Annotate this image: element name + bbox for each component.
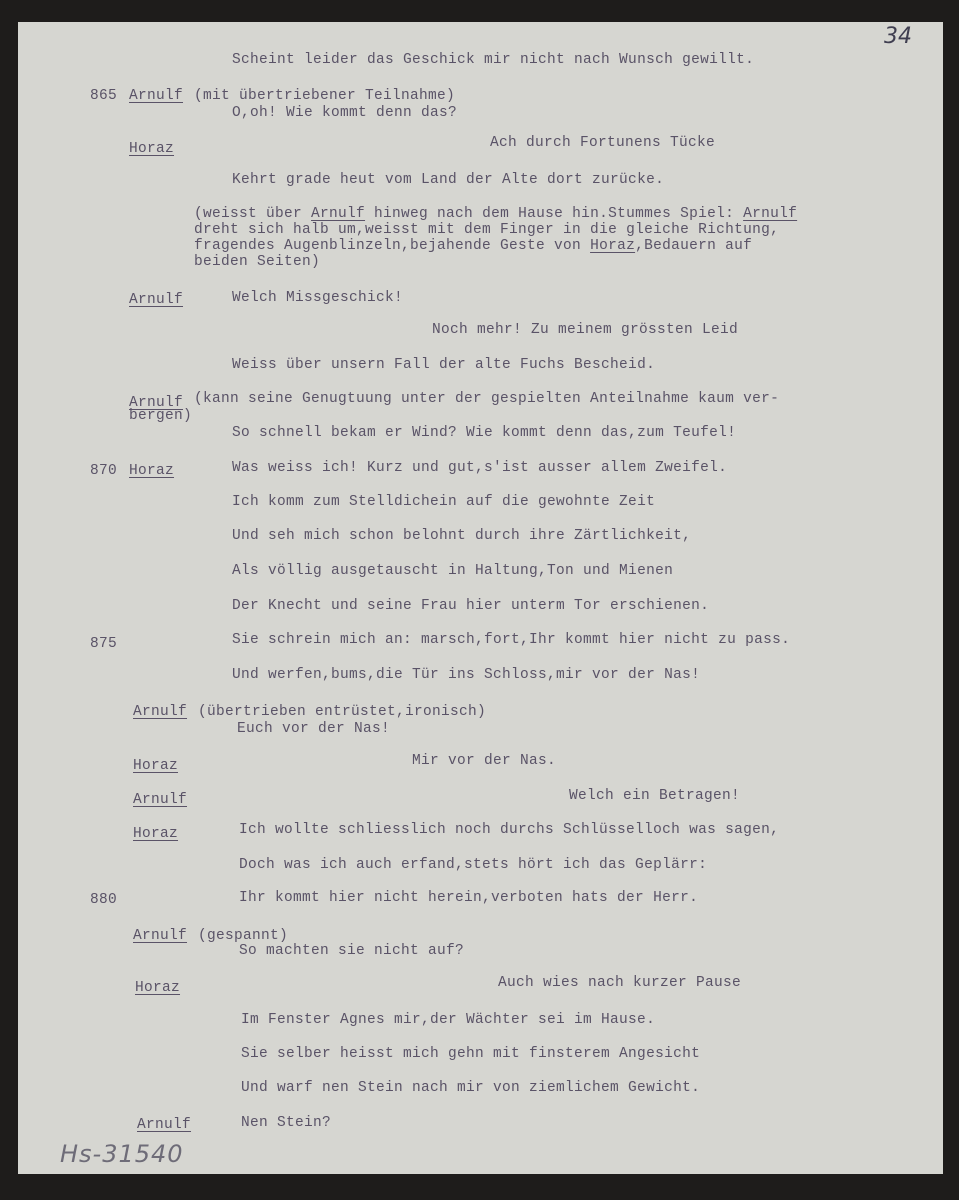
verse-line: Mir vor der Nas. <box>412 753 557 769</box>
verse-line: Und warf nen Stein nach mir von ziemlichem Gewicht. <box>241 1080 701 1096</box>
speaker-name: Horaz <box>133 826 179 842</box>
stage-direction: fragendes Augenblinzeln,bejahende Geste von Horaz,Bedauern auf <box>194 238 753 254</box>
verse-line: Der Knecht und seine Frau hier unterm Tor erschienen. <box>232 598 710 614</box>
line-number: 865 <box>90 88 118 104</box>
speaker-reference: Arnulf <box>311 206 366 222</box>
speaker-name: Horaz <box>129 141 175 157</box>
verse-line: So schnell bekam er Wind? Wie kommt denn das,zum Teufel! <box>232 425 737 441</box>
verse-line: Euch vor der Nas! <box>237 721 391 737</box>
verse-line: Doch was ich auch erfand,stets hört ich das Geplärr: <box>239 857 708 873</box>
verse-line: Weiss über unsern Fall der alte Fuchs Bescheid. <box>232 357 656 373</box>
archive-signature: Hs-31540 <box>60 1140 184 1168</box>
verse-line: Ihr kommt hier nicht herein,verboten hats der Herr. <box>239 890 699 906</box>
verse-line: Nen Stein? <box>241 1115 332 1131</box>
verse-line: Und seh mich schon belohnt durch ihre Zärtlichkeit, <box>232 528 692 544</box>
verse-line: Welch Missgeschick! <box>232 290 404 306</box>
verse-line: Sie selber heisst mich gehn mit finsterem Angesicht <box>241 1046 701 1062</box>
page-number: 34 <box>884 24 912 49</box>
speaker-name: Arnulf <box>129 88 184 104</box>
verse-line: Scheint leider das Geschick mir nicht nach Wunsch gewillt. <box>232 52 755 68</box>
speaker-name: Arnulf <box>137 1117 192 1133</box>
speaker-name: Arnulf <box>129 292 184 308</box>
speaker-name: Horaz <box>133 758 179 774</box>
speaker-name: Arnulf <box>133 928 188 944</box>
verse-line: So machten sie nicht auf? <box>239 943 465 959</box>
speaker-name: Arnulf <box>129 395 184 411</box>
verse-line: Als völlig ausgetauscht in Haltung,Ton und Mienen <box>232 563 674 579</box>
stage-direction: (weisst über Arnulf hinweg nach dem Hause hin.Stummes Spiel: Arnulf <box>194 206 798 222</box>
speaker-reference: Horaz <box>590 238 636 254</box>
verse-line: Kehrt grade heut vom Land der Alte dort zurücke. <box>232 172 665 188</box>
speaker-reference: Arnulf <box>743 206 798 222</box>
typescript-page <box>18 22 943 1174</box>
verse-line: Ich wollte schliesslich noch durchs Schlüsselloch was sagen, <box>239 822 780 838</box>
line-number: 875 <box>90 636 118 652</box>
verse-line: O,oh! Wie kommt denn das? <box>232 105 458 121</box>
speaker-name: Horaz <box>129 463 175 479</box>
verse-line: Ich komm zum Stelldichein auf die gewohnte Zeit <box>232 494 656 510</box>
verse-line: Und werfen,bums,die Tür ins Schloss,mir vor der Nas! <box>232 667 701 683</box>
verse-line: Welch ein Betragen! <box>569 788 741 804</box>
stage-direction: dreht sich halb um,weisst mit dem Finger in die gleiche Richtung, <box>194 222 780 238</box>
verse-line: Noch mehr! Zu meinem grössten Leid <box>432 322 739 338</box>
speaker-name: Arnulf <box>133 792 188 808</box>
verse-line: Im Fenster Agnes mir,der Wächter sei im Hause. <box>241 1012 656 1028</box>
line-number: 880 <box>90 892 118 908</box>
stage-direction: (mit übertriebener Teilnahme) <box>194 88 456 104</box>
stage-direction: beiden Seiten) <box>194 254 321 270</box>
speaker-name: Horaz <box>135 980 181 996</box>
verse-line: Ach durch Fortunens Tücke <box>490 135 716 151</box>
verse-line: Auch wies nach kurzer Pause <box>498 975 742 991</box>
stage-direction: (gespannt) <box>198 928 289 944</box>
verse-line: Was weiss ich! Kurz und gut,s'ist ausser allem Zweifel. <box>232 460 728 476</box>
stage-direction: bergen) <box>129 408 193 424</box>
line-number: 870 <box>90 463 118 479</box>
speaker-name: Arnulf <box>133 704 188 720</box>
stage-direction: (übertrieben entrüstet,ironisch) <box>198 704 487 720</box>
stage-direction: (kann seine Genugtuung unter der gespielten Anteilnahme kaum ver- <box>194 391 780 407</box>
verse-line: Sie schrein mich an: marsch,fort,Ihr kommt hier nicht zu pass. <box>232 632 791 648</box>
